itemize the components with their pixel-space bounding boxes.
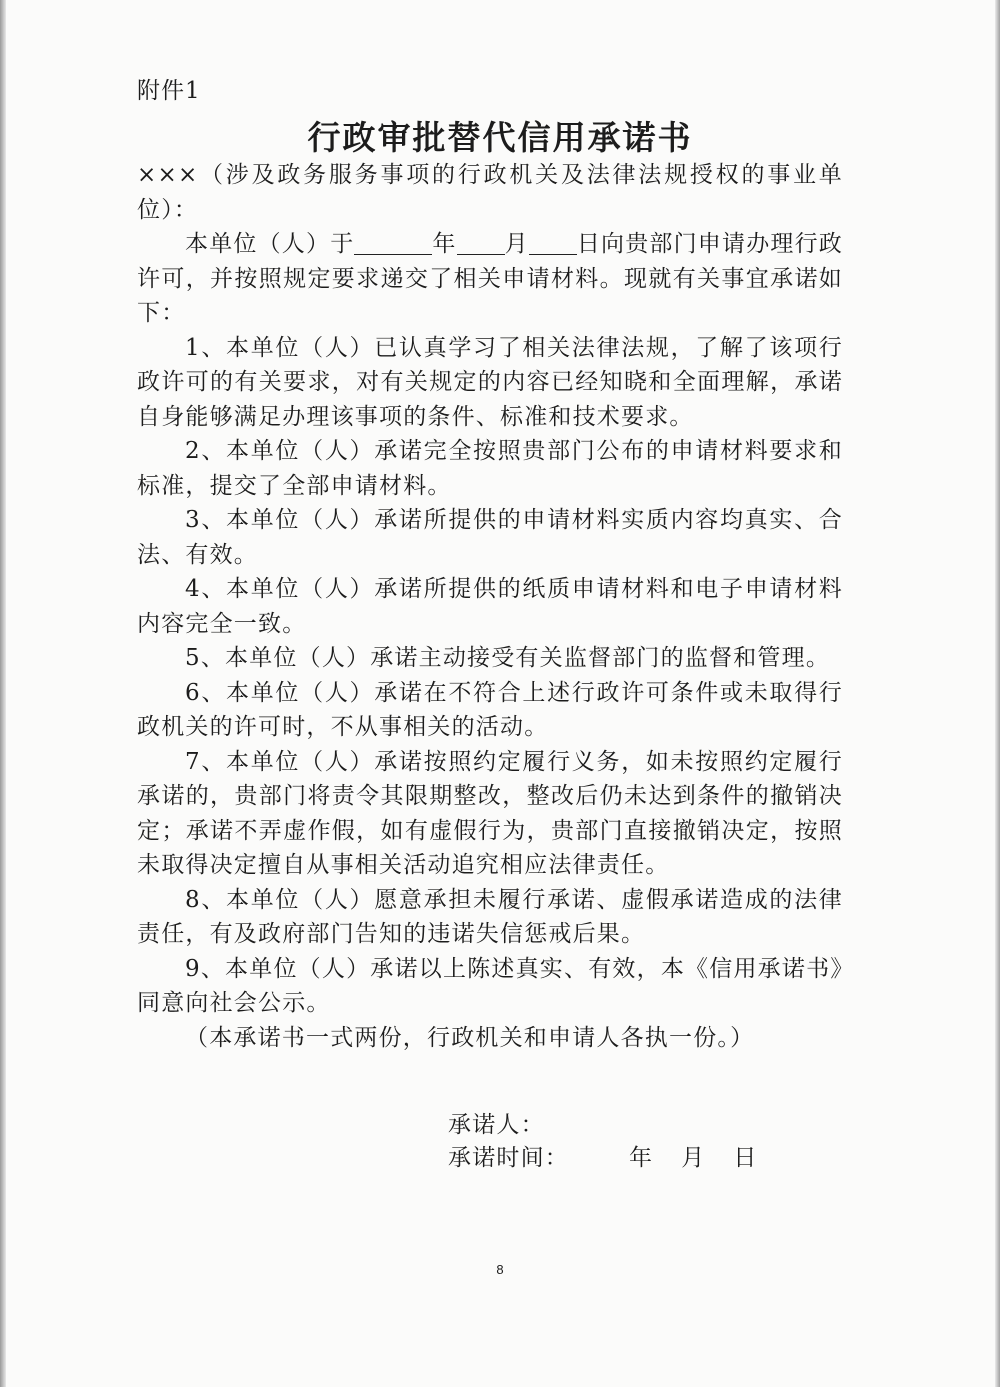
time-year: 年 [629, 1145, 654, 1171]
intro-year: 年 [432, 231, 457, 257]
copies-note: （本承诺书一式两份，行政机关和申请人各执一份。） [185, 1024, 755, 1051]
year-blank [354, 228, 432, 255]
commitment-item-4: 4、本单位（人）承诺所提供的纸质申请材料和电子申请材料内容完全一致。 [137, 576, 843, 637]
attachment-label: 附件1 [137, 78, 201, 104]
intro-month: 月 [504, 231, 529, 257]
commitment-item-8: 8、本单位（人）愿意承担未履行承诺、虚假承诺造成的法律责任，有及政府部门告知的违诺失信惩戒后果。 [137, 886, 843, 947]
addressee: ×××（涉及政务服务事项的行政机关及法律法规授权的事业单位）： [137, 162, 843, 223]
commitment-item-9: 9、本单位（人）承诺以上陈述真实、有效，本《信用承诺书》同意向社会公示。 [137, 955, 843, 1016]
day-blank [529, 228, 577, 255]
promise-time-line [448, 1139, 758, 1172]
scan-edge-left [0, 0, 6, 1387]
document-title: 行政审批替代信用承诺书 [307, 118, 693, 157]
intro-part2: 日向贵部门申请办理行政许可，并按照规定要求递交了相关申请材料。现就有关事宜承诺如下： [137, 231, 844, 326]
commitment-item-3: 3、本单位（人）承诺所提供的申请材料实质内容均真实、合法、有效。 [137, 507, 843, 568]
commitment-item-5: 5、本单位（人）承诺主动接受有关监督部门的监督和管理。 [185, 645, 831, 671]
intro-part1: 本单位（人）于 [185, 231, 355, 257]
commitment-item-1: 1、本单位（人）已认真学习了相关法律法规，了解了该项行政许可的有关要求，对有关规定的内容已经知晓和全面理解，承诺自身能够满足办理该事项的条件、标准和技术要求。 [137, 334, 843, 430]
page-number: 8 [496, 1262, 504, 1277]
commitment-item-7: 7、本单位（人）承诺按照约定履行义务，如未按照约定履行承诺的，贵部门将责令其限期整改，整改后仍未达到条件的撤销决定；承诺不弄虚作假，如有虚假行为，贵部门直接撤销决定，按照未取得决定擅自从事相关活动追究相应法律责任。 [137, 748, 843, 878]
promisor-line [448, 1106, 545, 1139]
intro-paragraph [137, 227, 843, 331]
month-blank [457, 228, 505, 255]
time-day: 日 [733, 1145, 758, 1171]
document-body [137, 158, 843, 1055]
time-month: 月 [681, 1145, 706, 1171]
commitment-item-2: 2、本单位（人）承诺完全按照贵部门公布的申请材料要求和标准，提交了全部申请材料。 [137, 438, 843, 499]
time-label: 承诺时间： [448, 1145, 569, 1171]
commitment-item-6: 6、本单位（人）承诺在不符合上述行政许可条件或未取得行政机关的许可时，不从事相关的活动。 [137, 679, 843, 740]
scan-edge-right [995, 0, 1000, 1387]
promisor-label: 承诺人： [448, 1112, 545, 1138]
